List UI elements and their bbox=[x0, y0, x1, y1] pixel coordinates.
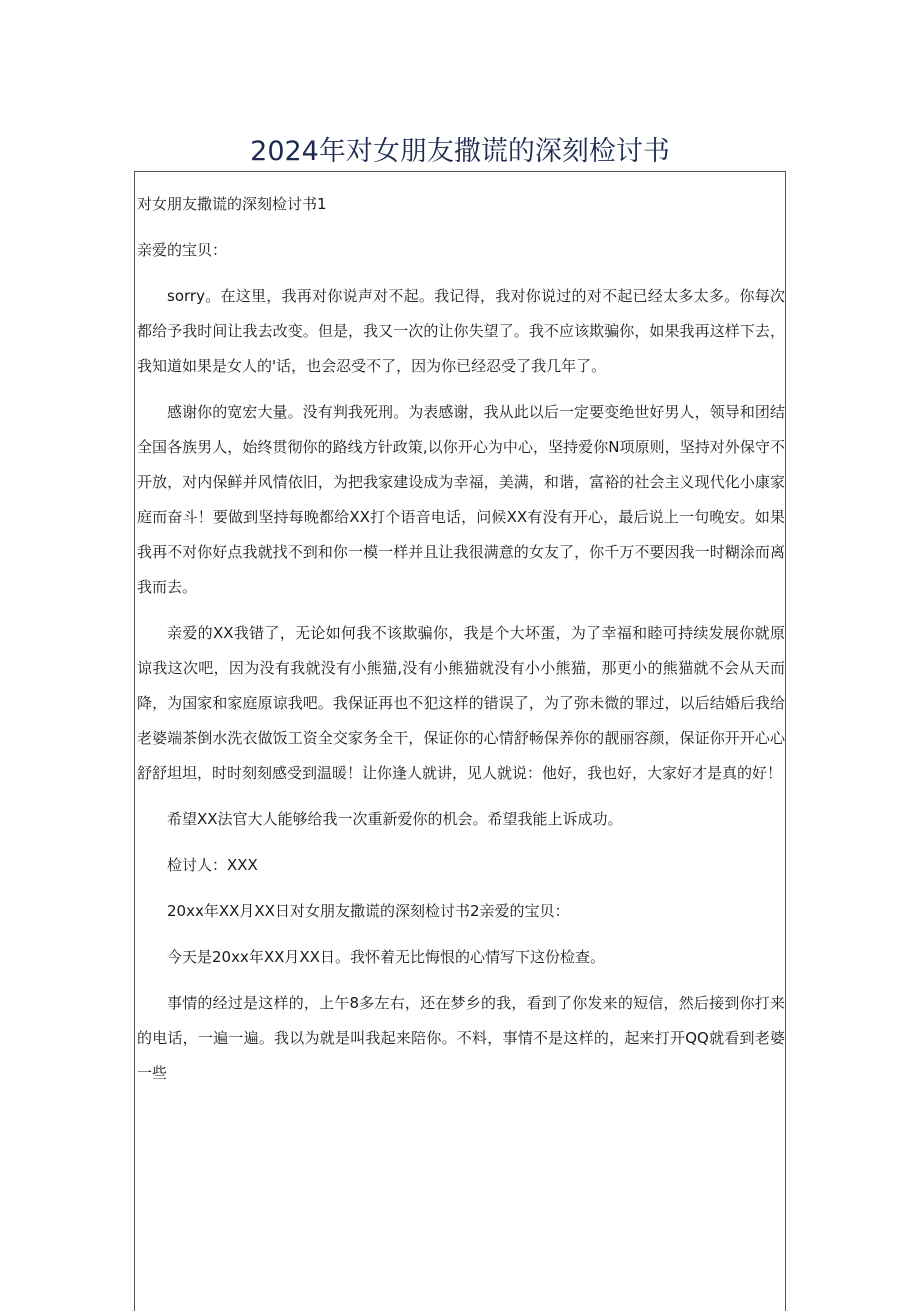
paragraph: 今天是20xx年XX月XX日。我怀着无比悔恨的心情写下这份检查。 bbox=[167, 948, 605, 966]
paragraph: 感谢你的宽宏大量。没有判我死刑。为表感谢，我从此以后一定要变绝世好男人，领导和团结全国各族男人，始终贯彻你的路线方针政策,以你开心为中心，坚持爱你N项原则，坚持对外保守不开放，对内保鲜并风情依旧，为把我家建设成为幸福，美满，和谐，富裕的社会主义现代化小康家庭而奋斗！要做到坚持每晚都给XX打个语音电话，问候XX有没有开心，最后说上一句晚安。如果我再不对你好点我就找不到和你一模一样并且让我很满意的女友了，你千万不要因我一时糊涂而离我而去。 bbox=[137, 403, 785, 596]
document-title: 2024年对女朋友撒谎的深刻检讨书 bbox=[250, 136, 670, 168]
document-body bbox=[137, 187, 785, 1102]
paragraph: 希望XX法官大人能够给我一次重新爱你的机会。希望我能上诉成功。 bbox=[167, 810, 623, 828]
paragraph: 事情的经过是这样的，上午8多左右，还在梦乡的我，看到了你发来的短信，然后接到你打来的电话，一遍一遍。我以为就是叫我起来陪你。不料，事情不是这样的，起来打开QQ就看到老婆一些 bbox=[137, 994, 785, 1082]
signature-line: 检讨人：XXX bbox=[167, 856, 258, 874]
section-heading: 对女朋友撒谎的深刻检讨书1 bbox=[137, 195, 327, 213]
paragraph: 20xx年XX月XX日对女朋友撒谎的深刻检讨书2亲爱的宝贝： bbox=[167, 902, 570, 920]
salutation: 亲爱的宝贝： bbox=[137, 241, 228, 259]
paragraph: sorry。在这里，我再对你说声对不起。我记得，我对你说过的对不起已经太多太多。你每次都给予我时间让我去改变。但是，我又一次的让你失望了。我不应该欺骗你，如果我再这样下去，我知道如果是女人的'话，也会忍受不了，因为你已经忍受了我几年了。 bbox=[137, 287, 785, 375]
paragraph: 亲爱的XX我错了，无论如何我不该欺骗你，我是个大坏蛋，为了幸福和睦可持续发展你就原谅我这次吧，因为没有我就没有小熊猫,没有小熊猫就没有小小熊猫，那更小的熊猫就不会从天而降，为国家和家庭原谅我吧。我保证再也不犯这样的错误了，为了弥未微的罪过，以后结婚后我给老婆端茶倒水洗衣做饭工资全交家务全干，保证你的心情舒畅保养你的靓丽容颜，保证你开开心心舒舒坦坦，时时刻刻感受到温暖！让你逢人就讲，见人就说：他好，我也好，大家好才是真的好！ bbox=[137, 624, 785, 782]
